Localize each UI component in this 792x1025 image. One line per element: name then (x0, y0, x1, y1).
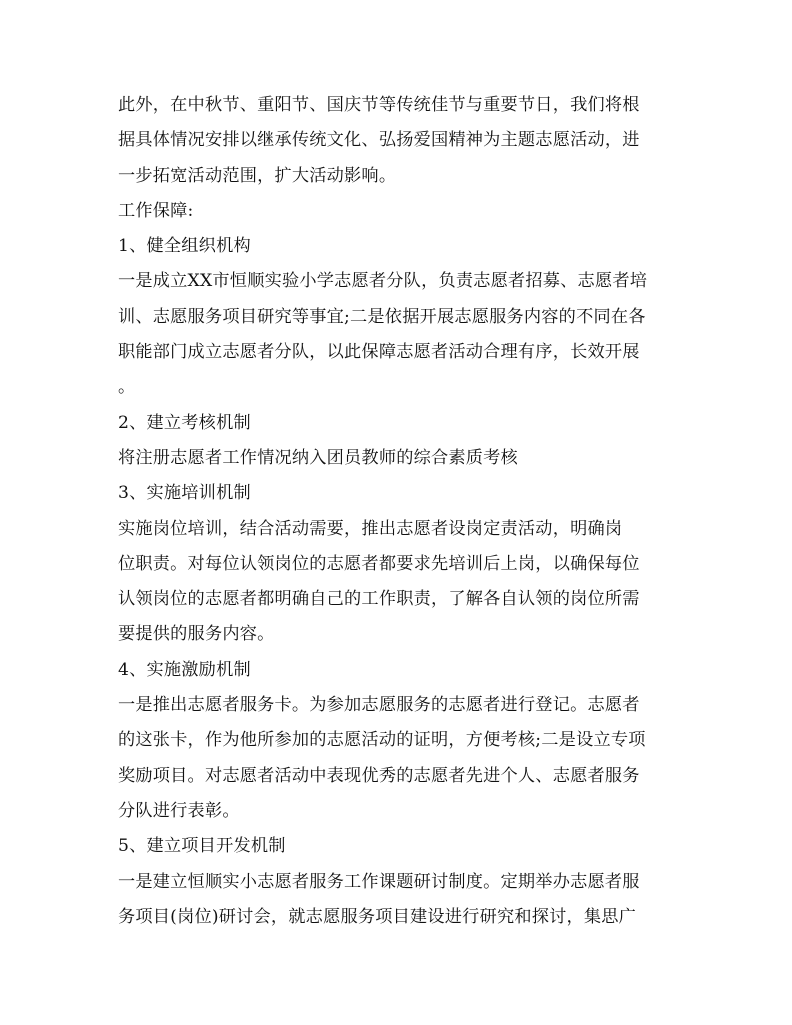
subsection-heading: 5、建立项目开发机制 (118, 836, 286, 857)
text-line: 一步拓宽活动范围，扩大活动影响。 (118, 165, 397, 186)
text-line: 一是建立恒顺实小志愿者服务工作课题研讨制度。定期举办志愿者服 (118, 871, 640, 892)
text-line: 实施岗位培训，结合活动需要，推出志愿者设岗定责活动，明确岗 (118, 518, 623, 539)
text-line: 。 (118, 377, 136, 398)
text-line: 据具体情况安排以继承传统文化、弘扬爱国精神为主题志愿活动，进 (118, 130, 640, 151)
text-line: 的这张卡，作为他所参加的志愿活动的证明，方便考核;二是设立专项 (118, 730, 646, 751)
text-line: 要提供的服务内容。 (118, 624, 275, 645)
text-line: 一是成立XX市恒顺实验小学志愿者分队，负责志愿者招募、志愿者培 (118, 271, 648, 292)
text-line: 务项目(岗位)研讨会，就志愿服务项目建设进行研究和探讨，集思广 (118, 906, 637, 927)
document-body (118, 88, 698, 935)
text-line: 职能部门成立志愿者分队，以此保障志愿者活动合理有序，长效开展 (118, 342, 640, 363)
text-line: 一是推出志愿者服务卡。为参加志愿服务的志愿者进行登记。志愿者 (118, 695, 640, 716)
text-line: 此外，在中秋节、重阳节、国庆节等传统佳节与重要节日，我们将根 (118, 95, 640, 115)
subsection-heading: 2、建立考核机制 (118, 412, 251, 433)
text-line: 奖励项目。对志愿者活动中表现优秀的志愿者先进个人、志愿者服务 (118, 765, 640, 786)
subsection-heading: 4、实施激励机制 (118, 659, 251, 680)
text-line: 分队进行表彰。 (118, 800, 240, 821)
subsection-heading: 1、健全组织机构 (118, 236, 251, 257)
subsection-heading: 3、实施培训机制 (118, 483, 251, 504)
section-heading: 工作保障: (118, 200, 194, 221)
text-line: 认领岗位的志愿者都明确自己的工作职责，了解各自认领的岗位所需 (118, 589, 640, 610)
text-line: 将注册志愿者工作情况纳入团员教师的综合素质考核 (118, 447, 518, 468)
text-line: 位职责。对每位认领岗位的志愿者都要求先培训后上岗，以确保每位 (118, 553, 640, 574)
text-line: 训、志愿服务项目研究等事宜;二是依据开展志愿服务内容的不同在各 (118, 306, 646, 327)
